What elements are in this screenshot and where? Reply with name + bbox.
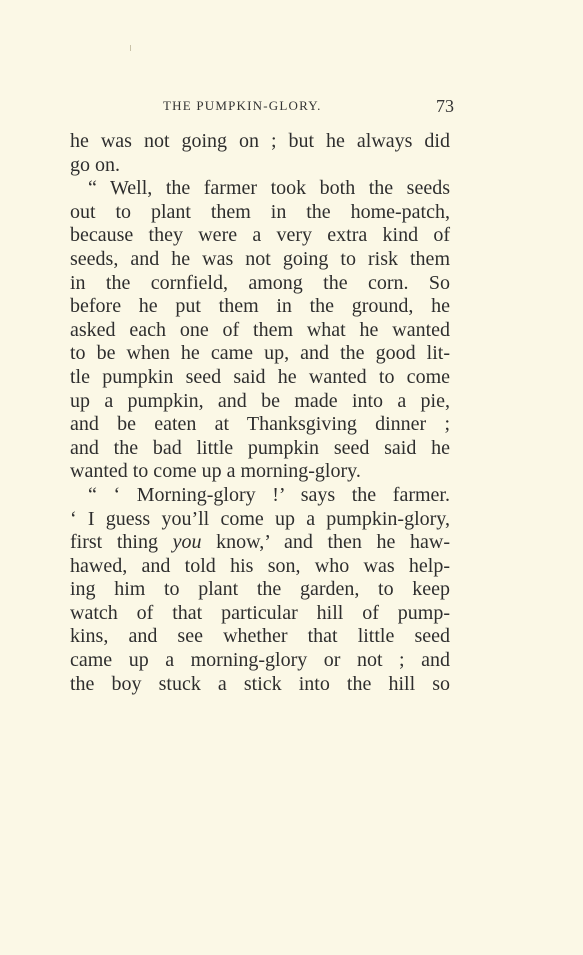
emphasis: you xyxy=(172,531,202,554)
text-line: hawed, and told his son, who was help- xyxy=(70,554,450,577)
text-line: watch of that particular hill of pump- xyxy=(70,601,450,624)
paper-speck xyxy=(130,45,131,51)
text-line: kins, and see whether that little seed xyxy=(70,625,450,648)
text-line: in the cornfield, among the corn. So xyxy=(70,271,450,294)
text-line: “ ‘ Morning-glory !’ says the farmer. xyxy=(88,483,450,506)
text-line: out to plant them in the home-patch, xyxy=(70,200,450,223)
text-line: tle pumpkin seed said he wanted to come xyxy=(70,365,450,388)
running-title: THE PUMPKIN-GLORY. xyxy=(163,98,322,113)
text-line: to be when he came up, and the good lit- xyxy=(70,342,450,365)
body-text xyxy=(70,130,450,696)
text-line: the boy stuck a stick into the hill so xyxy=(70,672,450,695)
text-line: before he put them in the ground, he xyxy=(70,295,450,318)
text-line: he was not going on ; but he always did xyxy=(70,130,450,152)
page-number: 73 xyxy=(436,96,454,116)
text-line: “ Well, the farmer took both the seeds xyxy=(88,177,450,200)
text-line: up a pumpkin, and be made into a pie, xyxy=(70,389,450,412)
text-line: ing him to plant the garden, to keep xyxy=(70,578,450,601)
text-line: and the bad little pumpkin seed said he xyxy=(70,436,450,459)
text-line: first thing you know,’ and then he haw- xyxy=(70,531,450,554)
text-line: wanted to come up a morning-glory. xyxy=(70,460,361,483)
text-line: came up a morning-glory or not ; and xyxy=(70,649,450,672)
text-line: go on. xyxy=(70,153,120,176)
text-line: and be eaten at Thanksgiving dinner ; xyxy=(70,413,450,436)
text-line: ‘ I guess you’ll come up a pumpkin-glory, xyxy=(70,507,450,530)
text-line: because they were a very extra kind of xyxy=(70,224,450,247)
page-header xyxy=(70,96,456,116)
text-line: asked each one of them what he wanted xyxy=(70,318,450,341)
text-line: seeds, and he was not going to risk them xyxy=(70,247,450,270)
